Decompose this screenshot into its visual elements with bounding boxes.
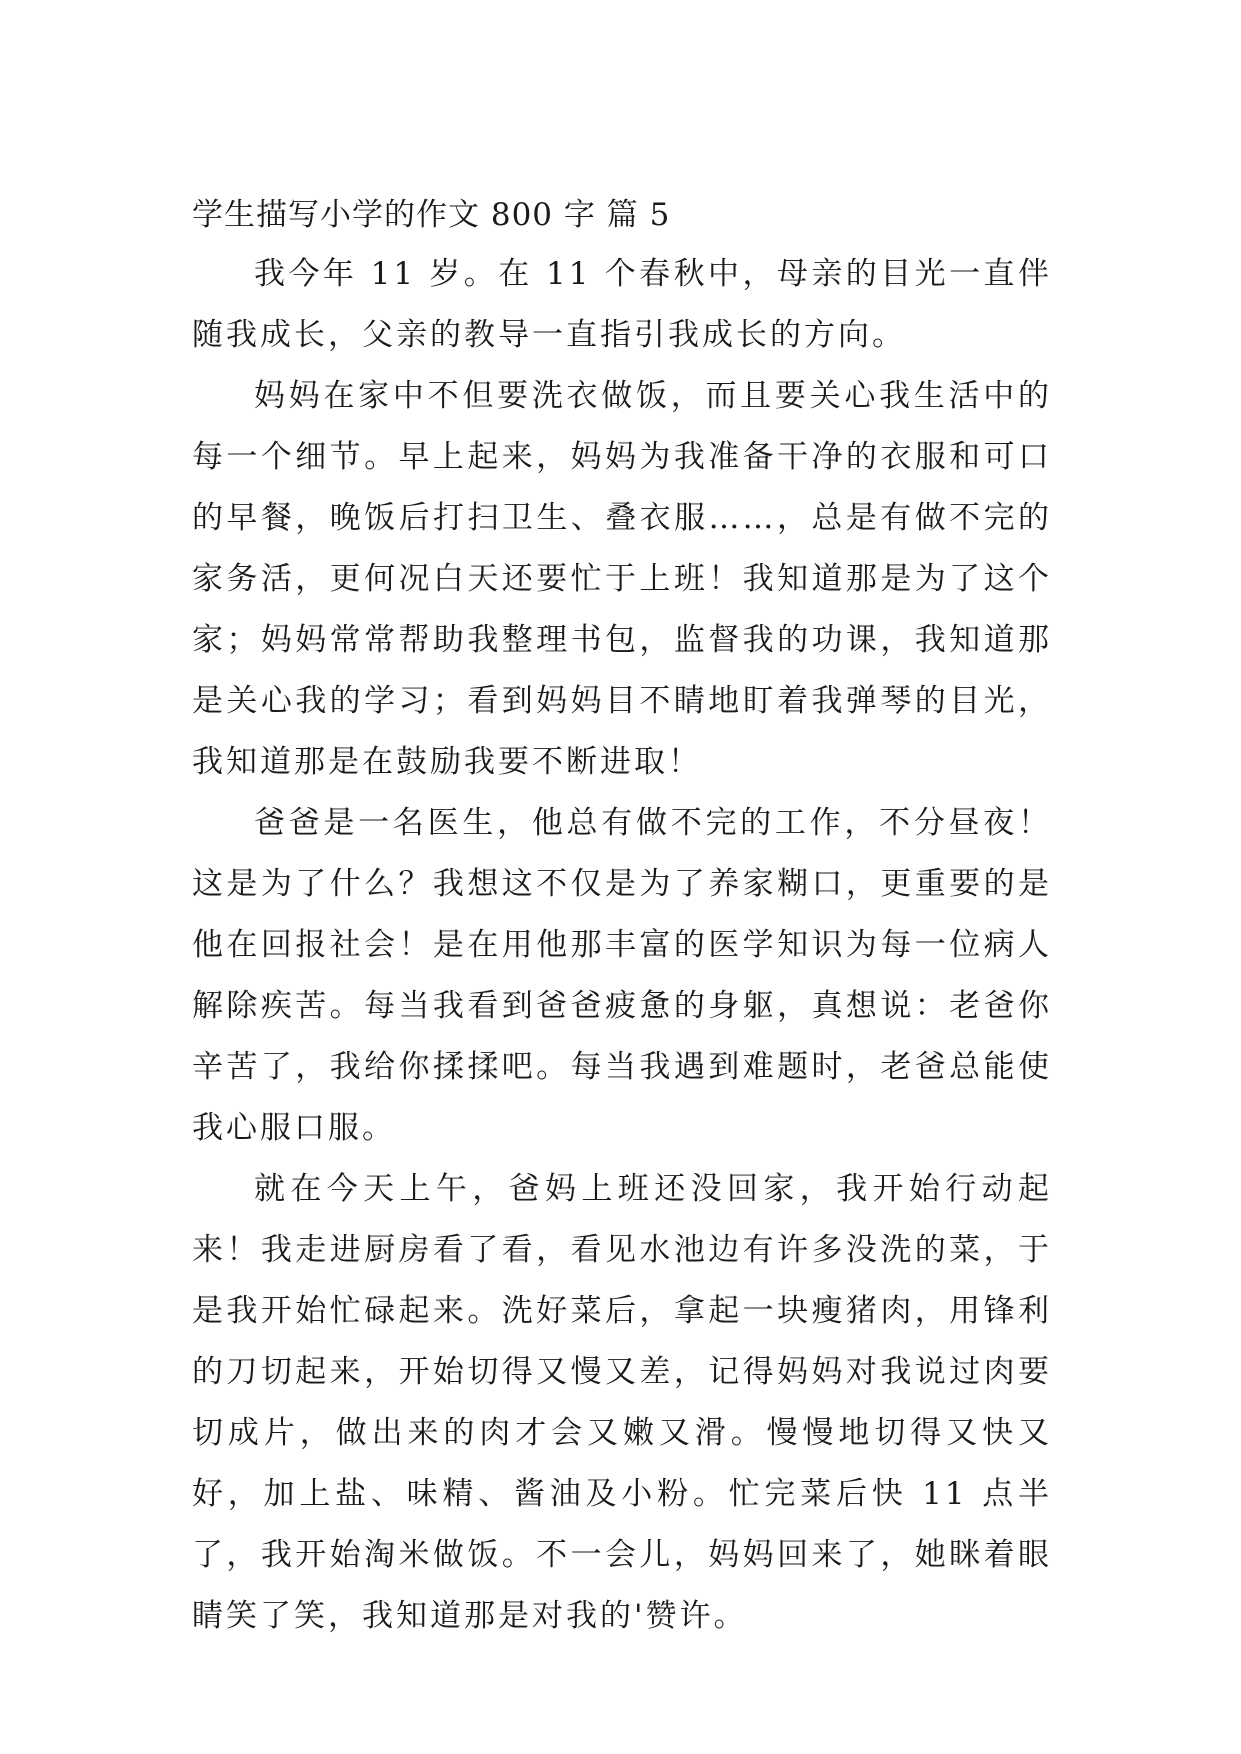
document-page [192, 186, 1052, 1647]
paragraph-1: 我今年 11 岁。在 11 个春秋中，母亲的目光一直伴随我成长，父亲的教导一直指引我成长的方向。 [192, 256, 1052, 353]
paragraph-2: 妈妈在家中不但要洗衣做饭，而且要关心我生活中的每一个细节。早上起来，妈妈为我准备干净的衣服和可口的早餐，晚饭后打扫卫生、叠衣服……，总是有做不完的家务活，更何况白天还要忙于上班！我知道那是为了这个家；妈妈常常帮助我整理书包，监督我的功课，我知道那是关心我的学习；看到妈妈目不睛地盯着我弹琴的目光，我知道那是在鼓励我要不断进取！ [192, 378, 1052, 780]
document-title: 学生描写小学的作文 800 字 篇 5 [192, 197, 671, 233]
paragraph-4: 就在今天上午，爸妈上班还没回家，我开始行动起来！我走进厨房看了看，看见水池边有许多没洗的菜，于是我开始忙碌起来。洗好菜后，拿起一块瘦猪肉，用锋利的刀切起来，开始切得又慢又差，记得妈妈对我说过肉要切成片，做出来的肉才会又嫩又滑。慢慢地切得又快又好，加上盐、味精、酱油及小粉。忙完菜后快 11 点半了，我开始淘米做饭。不一会儿，妈妈回来了，她眯着眼睛笑了笑，我知道那是对我的'赞许。 [192, 1171, 1052, 1634]
paragraph-3: 爸爸是一名医生，他总有做不完的工作，不分昼夜！这是为了什么？我想这不仅是为了养家糊口，更重要的是他在回报社会！是在用他那丰富的医学知识为每一位病人解除疾苦。每当我看到爸爸疲惫的身躯，真想说：老爸你辛苦了，我给你揉揉吧。每当我遇到难题时，老爸总能使我心服口服。 [192, 805, 1052, 1146]
